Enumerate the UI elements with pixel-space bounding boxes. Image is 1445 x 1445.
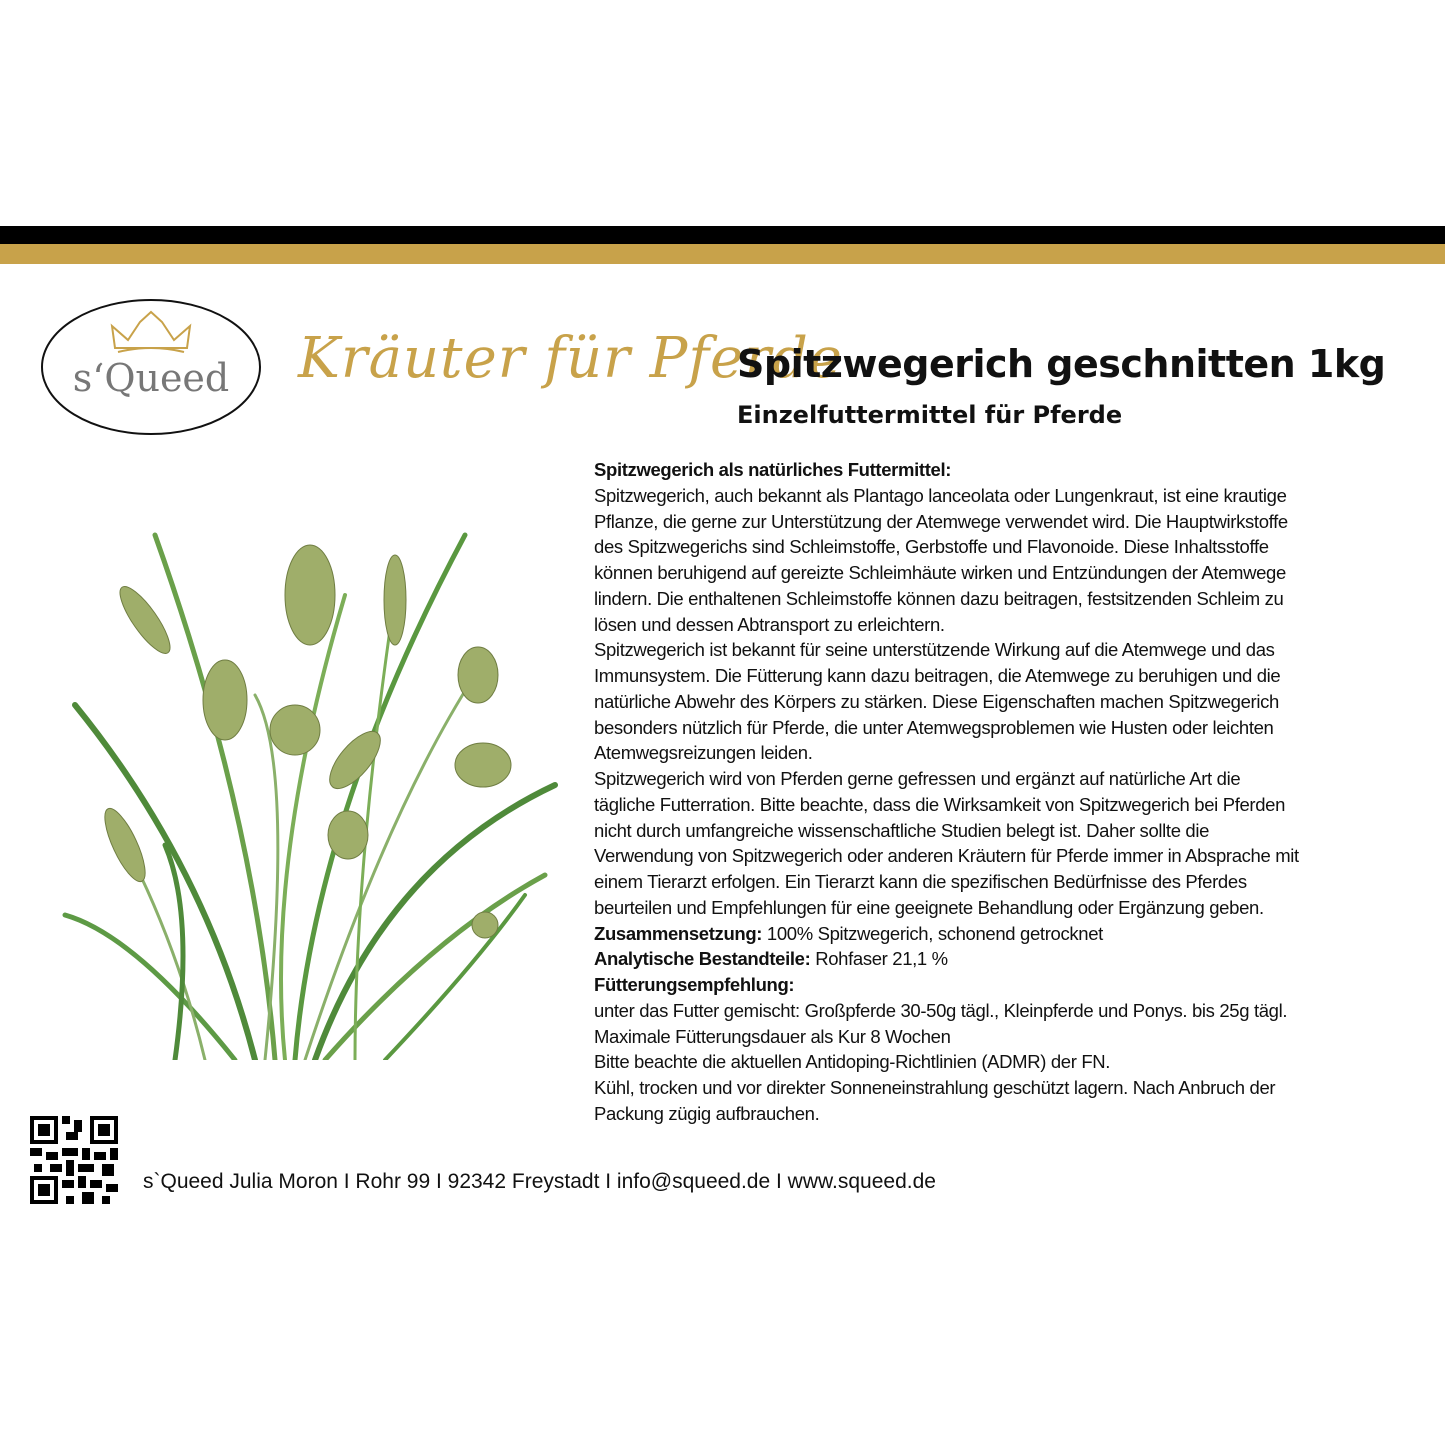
description-line [594, 1075, 1434, 1101]
description-line [594, 1049, 1434, 1075]
description-text: Verwendung von Spitzwegerich oder anderen Kräutern für Pferde immer in Absprache mit [594, 845, 1299, 867]
description-line [594, 1024, 1434, 1050]
description-text: nicht durch umfangreiche wissenschaftliche Studien belegt ist. Daher sollte die [594, 819, 1210, 841]
description-line [594, 998, 1434, 1024]
plantain-illustration [55, 515, 570, 1060]
description-text: Spitzwegerich, auch bekannt als Plantago lanceolata oder Lungenkraut, ist eine krautige [594, 484, 1287, 506]
description-line [594, 612, 1434, 638]
description-text: Bitte beachte die aktuellen Antidoping-Richtlinien (ADMR) der FN. [594, 1051, 1111, 1073]
description-text: des Spitzwegerichs sind Schleimstoffe, Gerbstoffe und Flavonoide. Diese Inhaltsstoffe [594, 536, 1269, 558]
description-line [594, 921, 1434, 947]
qr-code[interactable] [30, 1116, 118, 1204]
header-bar-black [0, 226, 1445, 244]
description-text: besonders nützlich für Pferde, die unter Atemwegsproblemen wie Husten oder leichten [594, 716, 1274, 738]
description-text: Packung zügig aufbrauchen. [594, 1102, 820, 1124]
product-title: Spitzwegerich geschnitten 1kg [737, 342, 1386, 386]
description-label: Spitzwegerich als natürliches Futtermittel: [594, 459, 952, 480]
description-line [594, 509, 1434, 535]
description-line [594, 715, 1434, 741]
description-line [594, 843, 1434, 869]
footer-contact: s`Queed Julia Moron I Rohr 99 I 92342 Freystadt I info@squeed.de I www.squeed.de [143, 1170, 936, 1193]
description-line [594, 740, 1434, 766]
header-bar-gold [0, 244, 1445, 264]
description-text: 100% Spitzwegerich, schonend getrocknet [762, 922, 1103, 944]
description-line [594, 663, 1434, 689]
description-text: Spitzwegerich ist bekannt für seine unterstützende Wirkung auf die Atemwege und das [594, 639, 1275, 661]
description-label: Fütterungsempfehlung: [594, 974, 795, 995]
description-line [594, 457, 1434, 483]
description-line [594, 766, 1434, 792]
description-text: einem Tierarzt erfolgen. Ein Tierarzt kann die spezifischen Bedürfnisse des Pferdes [594, 871, 1247, 892]
description-line [594, 1101, 1434, 1127]
product-description [594, 457, 1434, 1127]
description-line [594, 972, 1434, 998]
logo-text: s‘Queed [72, 356, 230, 400]
description-line [594, 869, 1434, 895]
description-line [594, 818, 1434, 844]
description-line [594, 534, 1434, 560]
description-text: lösen und dessen Abtransport zu erleichtern. [594, 613, 945, 635]
description-line [594, 483, 1434, 509]
description-text: beurteilen und Empfehlungen für eine geeignete Behandlung oder Ergänzung geben. [594, 896, 1264, 918]
description-text: tägliche Futterration. Bitte beachte, dass die Wirksamkeit von Spitzwegerich bei Pferden [594, 793, 1286, 815]
description-text: Immunsystem. Die Fütterung kann dazu beitragen, die Atemwege zu beruhigen und die [594, 665, 1281, 686]
description-line [594, 560, 1434, 586]
description-text: lindern. Die enthaltenen Schleimstoffe können dazu beitragen, festsitzenden Schleim zu [594, 587, 1284, 609]
product-subtitle: Einzelfuttermittel für Pferde [737, 401, 1123, 429]
description-line [594, 637, 1434, 663]
description-line [594, 586, 1434, 612]
description-line [594, 689, 1434, 715]
description-text: unter das Futter gemischt: Großpferde 30-50g tägl., Kleinpferde und Ponys. bis 25g tägl. [594, 999, 1288, 1021]
description-text: Atemwegsreizungen leiden. [594, 742, 813, 764]
description-text: Rohfaser 21,1 % [810, 948, 948, 970]
description-line [594, 792, 1434, 818]
description-text: können beruhigend auf gereizte Schleimhäute wirken und Entzündungen der Atemwege [594, 562, 1286, 583]
description-label: Analytische Bestandteile: [594, 948, 811, 970]
description-text: natürliche Abwehr des Körpers zu stärken. Diese Eigenschaften machen Spitzwegerich [594, 690, 1279, 712]
description-text: Spitzwegerich wird von Pferden gerne gefressen und ergänzt auf natürliche Art die [594, 768, 1241, 789]
brand-logo [40, 298, 262, 436]
description-line [594, 895, 1434, 921]
description-label: Zusammensetzung: [594, 922, 763, 944]
brand-tagline: Kräuter für Pferde [298, 326, 843, 391]
description-text: Maximale Fütterungsdauer als Kur 8 Wochen [594, 1025, 951, 1047]
description-line [594, 946, 1434, 972]
description-text: Pflanze, die gerne zur Unterstützung der Atemwege verwendet wird. Die Hauptwirkstoffe [594, 510, 1288, 532]
description-text: Kühl, trocken und vor direkter Sonneneinstrahlung geschützt lagern. Nach Anbruch der [594, 1077, 1276, 1098]
